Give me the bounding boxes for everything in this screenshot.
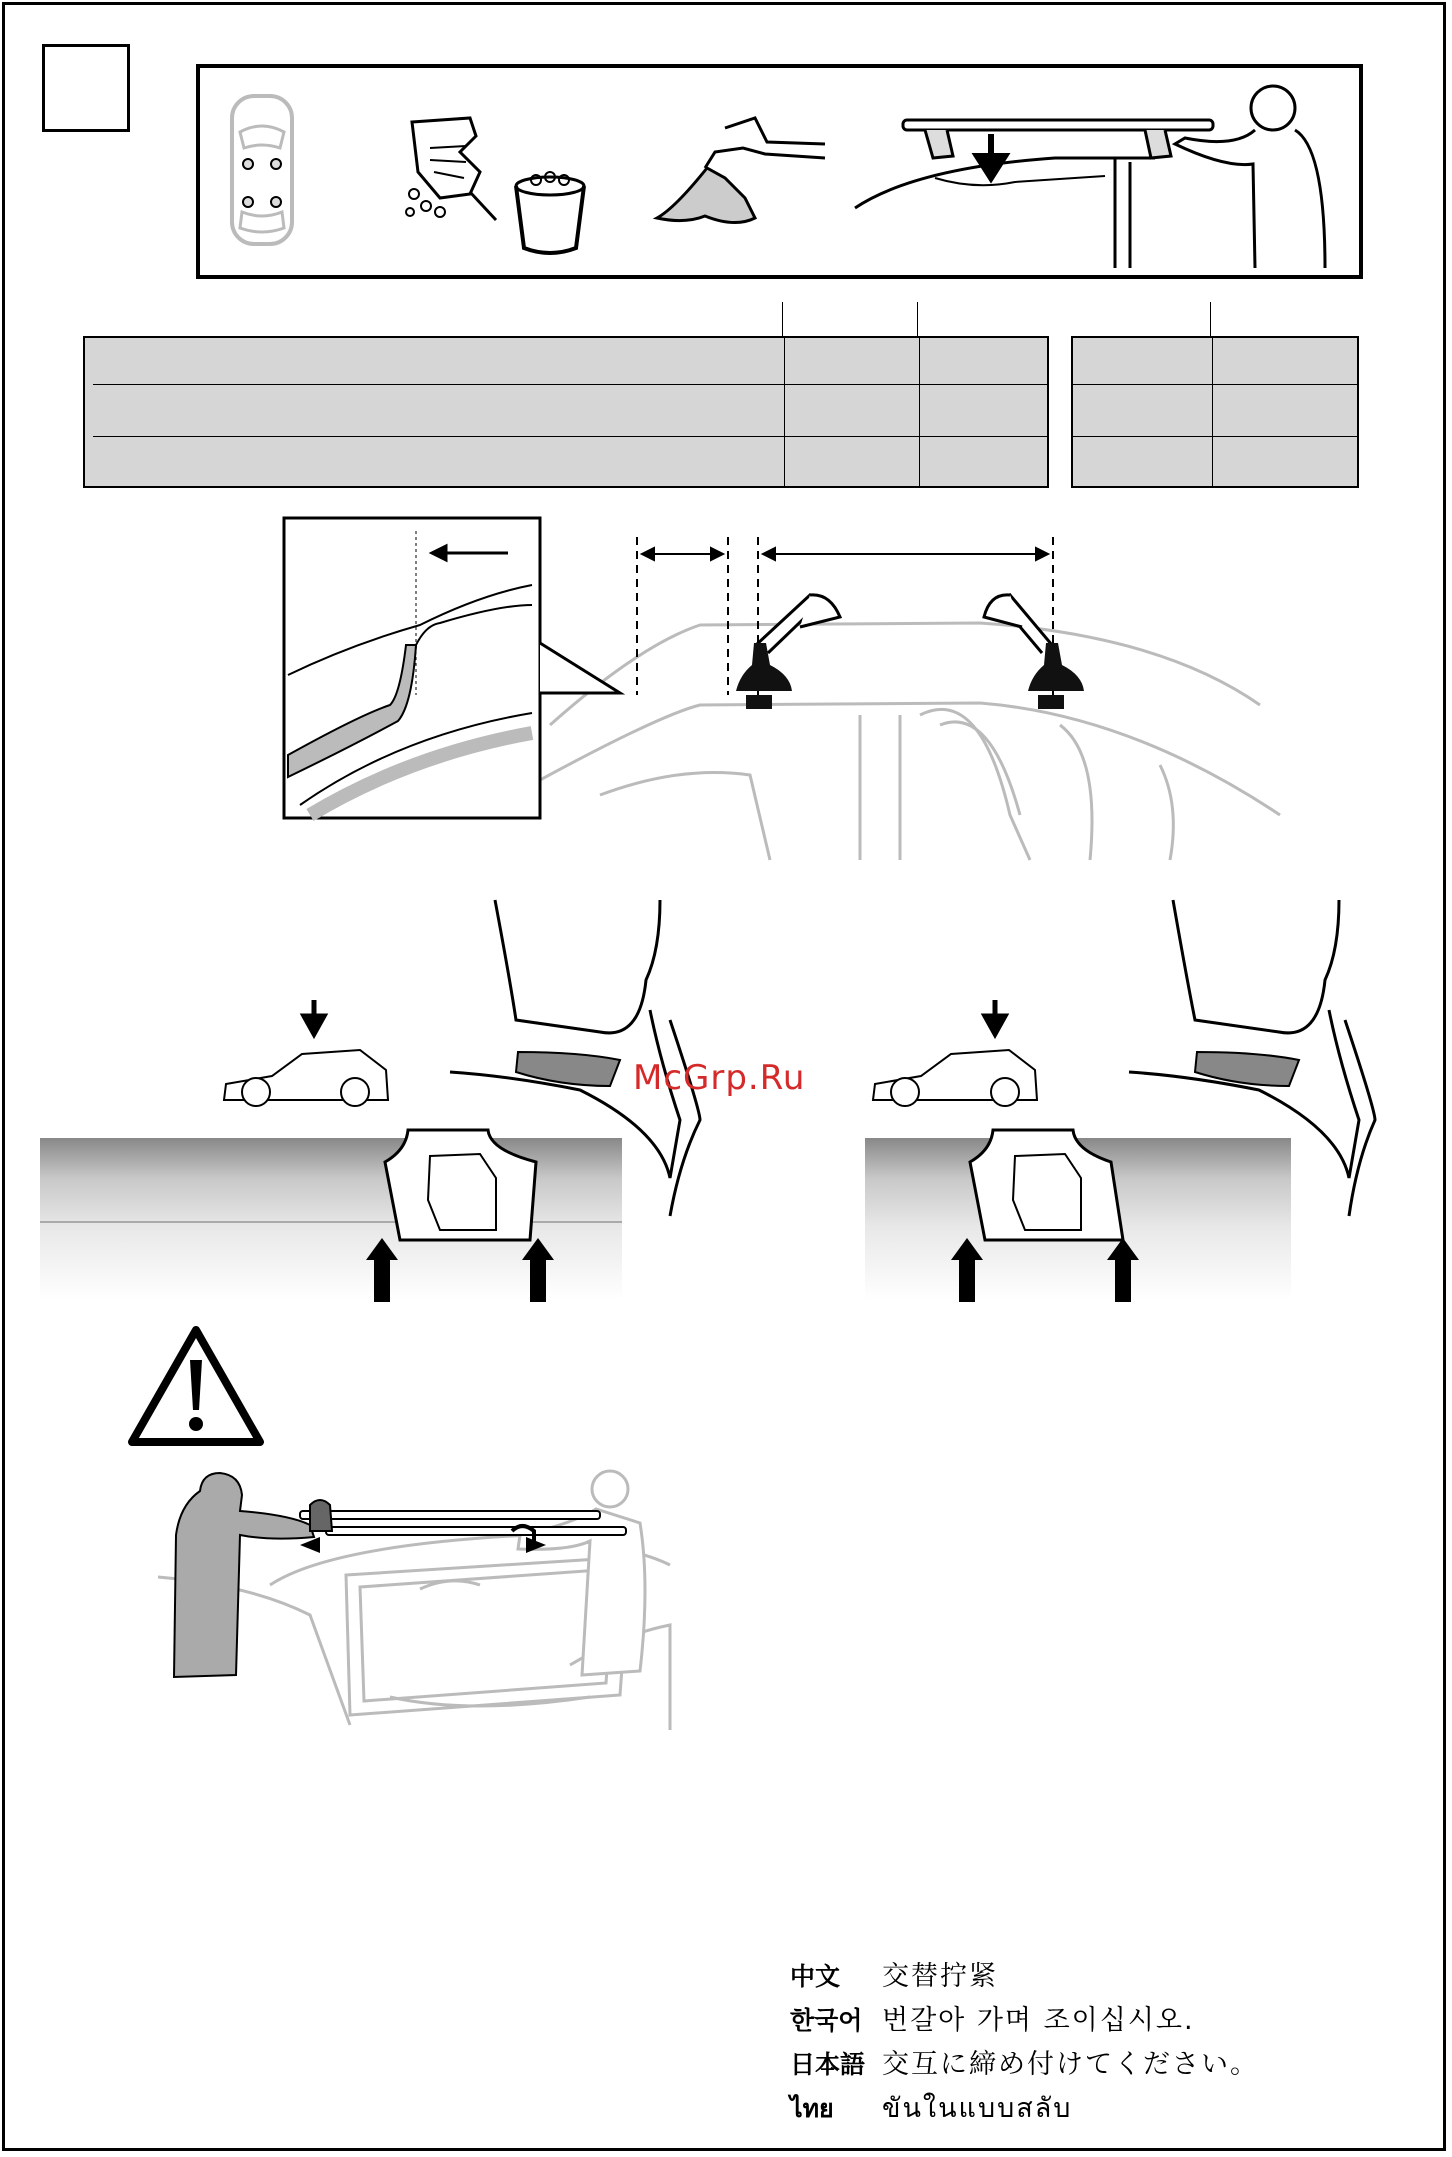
two-person-installation-illustration [150, 1465, 680, 1730]
language-code: 한국어 [790, 2006, 863, 2035]
language-instruction: 번갈아 가며 조이십시오. [882, 2005, 1195, 2036]
foot-placement-diagram-left [40, 900, 700, 1320]
language-instruction: ขันในแบบสลับ [882, 2093, 1073, 2124]
person-placing-roof-rack-icon [855, 78, 1355, 278]
language-row-thai [790, 2086, 1410, 2130]
table-column-divider [784, 338, 785, 486]
language-instruction: 交互に締め付けてください。 [882, 2049, 1259, 2080]
table-row-divider [93, 384, 1047, 385]
table-column-divider [1212, 338, 1213, 486]
table-column-divider [919, 338, 920, 486]
car-top-view-icon [220, 92, 310, 252]
warning-triangle-icon [128, 1326, 264, 1446]
table-tick [782, 302, 783, 336]
roof-rack-foot-rear [984, 595, 1084, 709]
wiping-cloth-icon [655, 108, 825, 238]
soap-bucket-icon [510, 168, 590, 258]
washing-hands-icon [400, 112, 510, 232]
watermark: McGrp.Ru [633, 1058, 806, 1098]
language-code: 日本語 [790, 2050, 866, 2079]
small-car-icon [224, 1000, 388, 1106]
language-row-japanese [790, 2042, 1410, 2086]
measurement-table-left [83, 336, 1049, 488]
table-row-divider [1073, 436, 1357, 437]
table-row-divider [93, 436, 1047, 437]
language-row-korean [790, 1998, 1410, 2042]
preparation-panel [196, 64, 1363, 279]
language-instruction: 交替拧紧 [882, 1961, 998, 1992]
roof-measurement-diagram [280, 515, 1280, 860]
small-car-icon [873, 1000, 1037, 1106]
measurement-table-right [1071, 336, 1359, 488]
language-code: ไทย [790, 2094, 834, 2123]
table-tick [917, 302, 918, 336]
step-number-box [42, 44, 130, 132]
language-code: 中文 [790, 1962, 841, 1991]
multilingual-instructions [790, 1954, 1410, 2130]
roof-rack-foot-front [736, 595, 840, 709]
table-tick [1210, 302, 1211, 336]
foot-placement-diagram-right [865, 900, 1425, 1320]
language-row-chinese [790, 1954, 1410, 1998]
table-row-divider [1073, 384, 1357, 385]
